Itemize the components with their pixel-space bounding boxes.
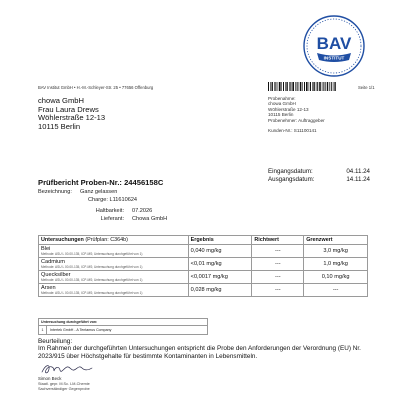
executed-by-box — [38, 318, 208, 335]
test-plan: (Prüfplan: C364b) — [85, 237, 128, 243]
analysis-method: Methode: ASU L 00.00-135, ICP-MS; Untersuchung durchgeführt von 1) — [41, 278, 143, 282]
guide-value: --- — [252, 258, 304, 271]
customer-number: Kunden-Nr.: S11100141 — [268, 128, 317, 133]
lab-name: Intertek GmbH - A Tentamus Company — [50, 328, 112, 332]
sampling-line: chowa GmbH — [268, 101, 296, 107]
analysis-method: Methode: ASU L 00.00-135, ICP-MS; Untersuchung durchgeführt von 1) — [41, 252, 143, 256]
issue-date-label: Ausgangsdatum: — [268, 176, 315, 183]
assessment-text: Im Rahmen der durchgeführten Untersuchungen entspricht die Probe den Anforderungen der Verordnung (EU) Nr. 2023/915 über Höchstgehalte für bestimmte Kontaminanten in Lebensmitteln. — [38, 345, 361, 360]
result-value: <0,01 mg/kg — [188, 258, 252, 271]
barcode — [268, 82, 336, 91]
designation-label: Bezeichnung: — [38, 189, 72, 195]
recipient-line: 10115 Berlin — [38, 121, 81, 131]
dates-block — [268, 168, 370, 184]
result-value: <0,0017 mg/kg — [188, 271, 252, 284]
sampling-info — [268, 96, 325, 123]
limit-value: 1,0 mg/kg — [304, 258, 368, 271]
table-row — [39, 271, 368, 284]
designation-value: Ganz gelassen — [80, 189, 118, 195]
lab-footnote-number: 1 — [39, 326, 47, 334]
assessment — [38, 338, 373, 360]
limit-value: --- — [304, 284, 368, 297]
analyte-name: Cadmium — [41, 259, 65, 265]
receipt-date-label: Eingangsdatum: — [268, 168, 313, 175]
receipt-date-value: 04.11.24 — [346, 168, 370, 175]
batch-number: Charge: L11610624 — [88, 197, 138, 204]
shelf-life-label: Haltbarkeit: — [95, 208, 124, 214]
header-untersuchungen: Untersuchungen (Prüfplan: C364b) — [39, 236, 189, 245]
header-richtwert: Richtwert — [252, 236, 304, 245]
analyte-name: Arsen — [41, 285, 56, 291]
sender-address-line: BAV Institut GmbH • H.-M.-Schleyer-Str. 25 • 77656 Offenburg — [38, 85, 154, 90]
recipient-line: chowa GmbH — [38, 96, 85, 105]
sampling-line: 10115 Berlin — [268, 112, 294, 118]
sample-details — [38, 207, 167, 224]
table-header-row — [39, 236, 368, 245]
analyte-name: Blei — [41, 246, 51, 252]
result-value: 0,040 mg/kg — [188, 245, 252, 258]
recipient-address — [38, 97, 105, 131]
bav-institut-logo — [302, 14, 366, 78]
result-value: 0,028 mg/kg — [188, 284, 252, 297]
results-table — [38, 235, 368, 297]
limit-value: 3,0 mg/kg — [304, 245, 368, 258]
issue-date-value: 14.11.24 — [346, 176, 370, 183]
signer-block — [38, 377, 90, 391]
svg-text:INSTITUT: INSTITUT — [323, 55, 345, 61]
handwritten-signature — [40, 362, 98, 376]
analysis-method: Methode: ASU L 00.00-135, ICP-MS; Untersuchung durchgeführt von 1) — [41, 265, 143, 269]
executed-by-header: Untersuchung durchgeführt von: — [39, 319, 207, 326]
table-row — [39, 258, 368, 271]
guide-value: --- — [252, 271, 304, 284]
page-number: Seite 1/1 — [358, 85, 375, 90]
guide-value: --- — [252, 245, 304, 258]
sampling-line: Probenehmer: Auftraggeber — [268, 117, 325, 123]
header-ergebnis: Ergebnis — [188, 236, 252, 245]
report-title: Prüfbericht Proben-Nr.: 24456158C — [38, 178, 164, 187]
analyte-name: Quecksilber — [41, 272, 71, 278]
sampling-line: Probenahme: — [268, 96, 296, 101]
guide-value: --- — [252, 284, 304, 297]
supplier-label: Lieferant: — [100, 216, 124, 223]
assessment-title: Beurteilung: — [38, 338, 73, 345]
supplier-value: Chowa GmbH — [132, 216, 168, 223]
recipient-line: Wöhlerstraße 12-13 — [38, 113, 106, 123]
table-row — [39, 245, 368, 258]
signer-title: Staatl. gepr. M.Sc. LM-Chemie — [38, 381, 90, 386]
table-row — [39, 284, 368, 297]
signer-name: Simon Beck — [38, 376, 62, 381]
analysis-method: Methode: ASU L 00.00-135, ICP-MS; Untersuchung durchgeführt von 1) — [41, 291, 143, 295]
recipient-line: Frau Laura Drews — [38, 104, 99, 114]
svg-text:BAV: BAV — [316, 34, 352, 53]
sample-designation — [38, 188, 137, 205]
sampling-line: Wöhlerstraße 12-13 — [268, 106, 309, 112]
limit-value: 0,10 mg/kg — [304, 271, 368, 284]
signer-role: Sachverständiger Gegenprobe — [38, 386, 90, 391]
header-grenzwert: Grenzwert — [304, 236, 368, 245]
shelf-life-value: 07.2026 — [132, 208, 153, 214]
